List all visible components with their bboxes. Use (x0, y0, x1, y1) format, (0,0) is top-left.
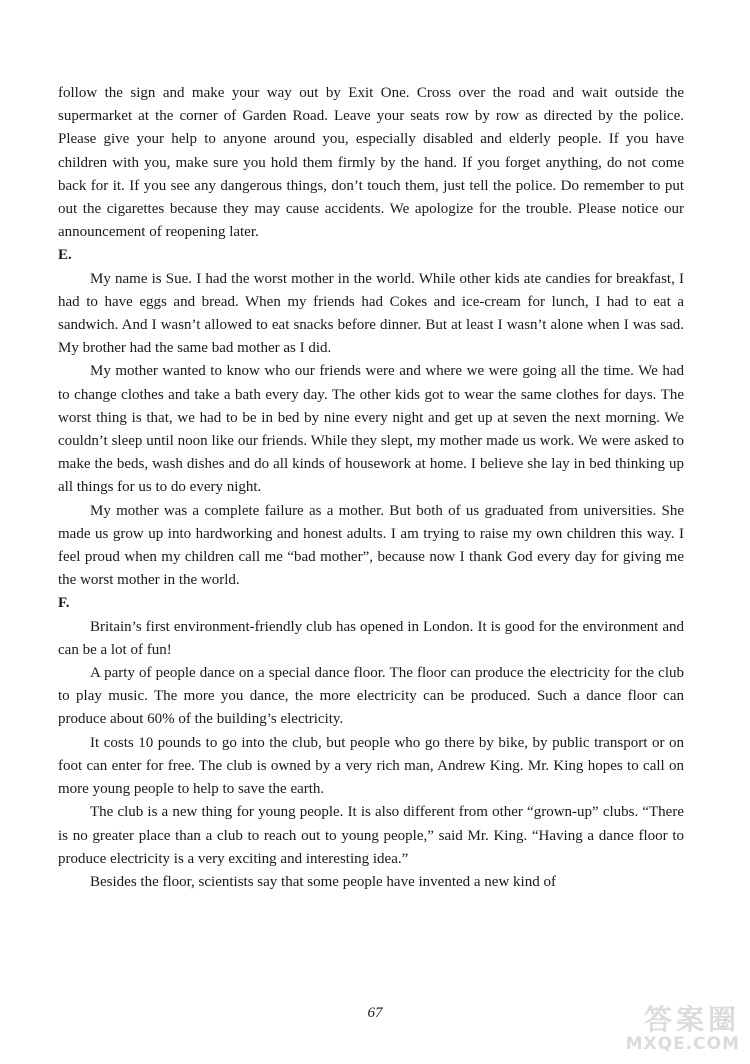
paragraph-f-1: Britain’s first environment-friendly club has opened in London. It is good for the environment and can be a lot of fun! (58, 618, 684, 658)
paragraph-f-3: It costs 10 pounds to go into the club, but people who go there by bike, by public transport or on foot can enter for free. The club is owned by a very rich man, Andrew King. Mr. King hopes to call on more young people to help to save the earth. (58, 734, 684, 798)
document-body (58, 82, 684, 894)
paragraph-f-2: A party of people dance on a special dance floor. The floor can produce the electricity for the club to play music. The more you dance, the more electricity can be produced. Such a dance floor can produce about 60% of the building’s electricity. (58, 665, 684, 728)
paragraph-e-2: My mother wanted to know who our friends were and where we were going all the time. We had to change clothes and take a bath every day. The other kids got to wear the same clothes for days. The worst thing is that, we had to be in bed by nine every night and get up at seven the next morning. We couldn’t sleep until noon like our friends. While they slept, my mother made us work. We were asked to make the beds, wash dishes and do all kinds of housework at home. I believe she lay in bed thinking up all things for us to do every night. (58, 363, 684, 496)
watermark-url-text: MXQE.COM (625, 1034, 740, 1054)
paragraph-f-4: The club is a new thing for young people. It is also different from other “grown-up” clubs. “There is no greater place than a club to reach out to young people,” said Mr. King. “Having a dance floor to produce electricity is a very exciting and interesting idea.” (58, 804, 684, 867)
paragraph-e-1: My name is Sue. I had the worst mother in the world. While other kids ate candies for breakfast, I had to have eggs and bread. When my friends had Cokes and ice-cream for lunch, I had to eat a sandwich. And I wasn’t allowed to eat snacks before dinner. But at least I wasn’t alone when I was sad. My brother had the same bad mother as I did. (58, 270, 684, 357)
paragraph-f-5: Besides the floor, scientists say that some people have invented a new kind of (90, 873, 556, 890)
watermark-logo (586, 998, 746, 1056)
paragraph-e-3: My mother was a complete failure as a mother. But both of us graduated from universities. She made us grow up into hardworking and honest adults. I am trying to raise my own children this way. I feel proud when my children call me “bad mother”, because now I thank God every day for giving me the worst mother in the world. (58, 502, 684, 589)
page-number: 67 (367, 1005, 383, 1021)
watermark-logo-text: 答案圈 (643, 1003, 740, 1036)
section-label-e: E. (58, 247, 72, 264)
paragraph-evacuation-instructions: follow the sign and make your way out by Exit One. Cross over the road and wait outside the supermarket at the corner of Garden Road. Leave your seats row by row as directed by the police. Please give your help to anyone around you, especially disabled and elderly people. If you have children with you, make sure you hold them firmly by the hand. If you forget anything, do not come back for it. If you see any dangerous things, don’t touch them, just tell the police. Do remember to put out the cigarettes because they may cause accidents. We apologize for the trouble. Please notice our announcement of reopening later. (58, 85, 684, 241)
section-label-f: F. (58, 595, 70, 612)
